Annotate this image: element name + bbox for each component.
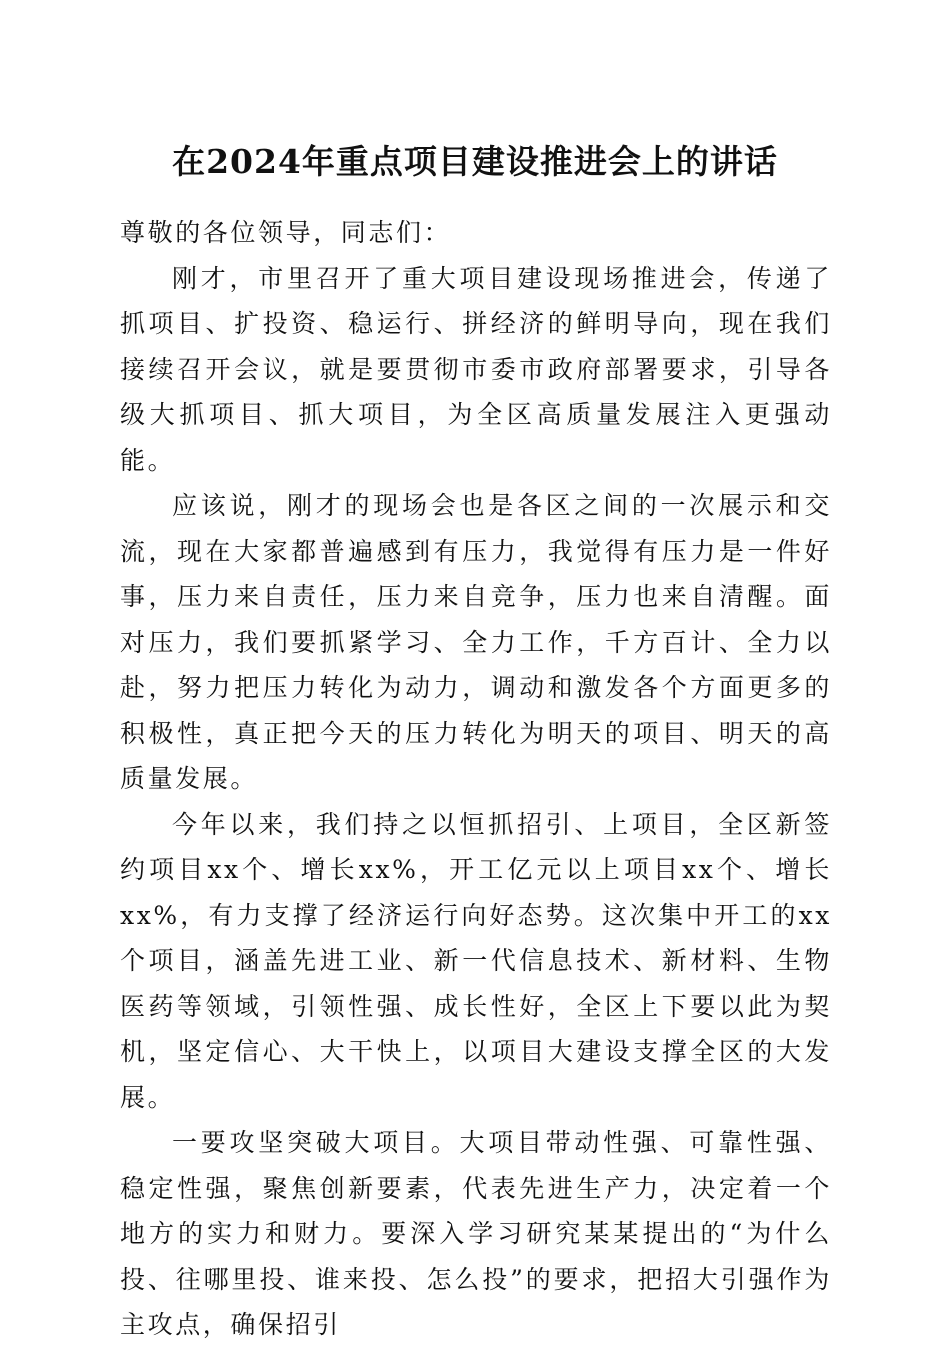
document-body [120, 210, 832, 1348]
paragraph-2: 应该说，刚才的现场会也是各区之间的一次展示和交流，现在大家都普遍感到有压力，我觉得有压力是一件好事，压力来自责任，压力来自竞争，压力也来自清醒。面对压力，我们要抓紧学习、全力工作，千方百计、全力以赴，努力把压力转化为动力，调动和激发各个方面更多的积极性，真正把今天的压力转化为明天的项目、明天的高质量发展。 [120, 491, 832, 793]
page-title: 在2024年重点项目建设推进会上的讲话 [172, 142, 778, 181]
salutation: 尊敬的各位领导，同志们： [120, 218, 452, 247]
paragraph-4: 一要攻坚突破大项目。大项目带动性强、可靠性强、稳定性强，聚焦创新要素，代表先进生产力，决定着一个地方的实力和财力。要深入学习研究某某提出的“为什么投、往哪里投、谁来投、怎么投”的要求，把招大引强作为主攻点，确保招引 [120, 1128, 832, 1339]
paragraph-1: 刚才，市里召开了重大项目建设现场推进会，传递了抓项目、扩投资、稳运行、拼经济的鲜明导向，现在我们接续召开会议，就是要贯彻市委市政府部署要求，引导各级大抓项目、抓大项目，为全区高质量发展注入更强动能。 [120, 263, 832, 475]
paragraph-3: 今年以来，我们持之以恒抓招引、上项目，全区新签约项目xx个、增长xx%，开工亿元以上项目xx个、增长xx%，有力支撑了经济运行向好态势。这次集中开工的xx个项目，涵盖先进工业、新一代信息技术、新材料、生物医药等领域，引领性强、成长性好，全区上下要以此为契机，坚定信心、大干快上，以项目大建设支撑全区的大发展。 [120, 809, 832, 1112]
